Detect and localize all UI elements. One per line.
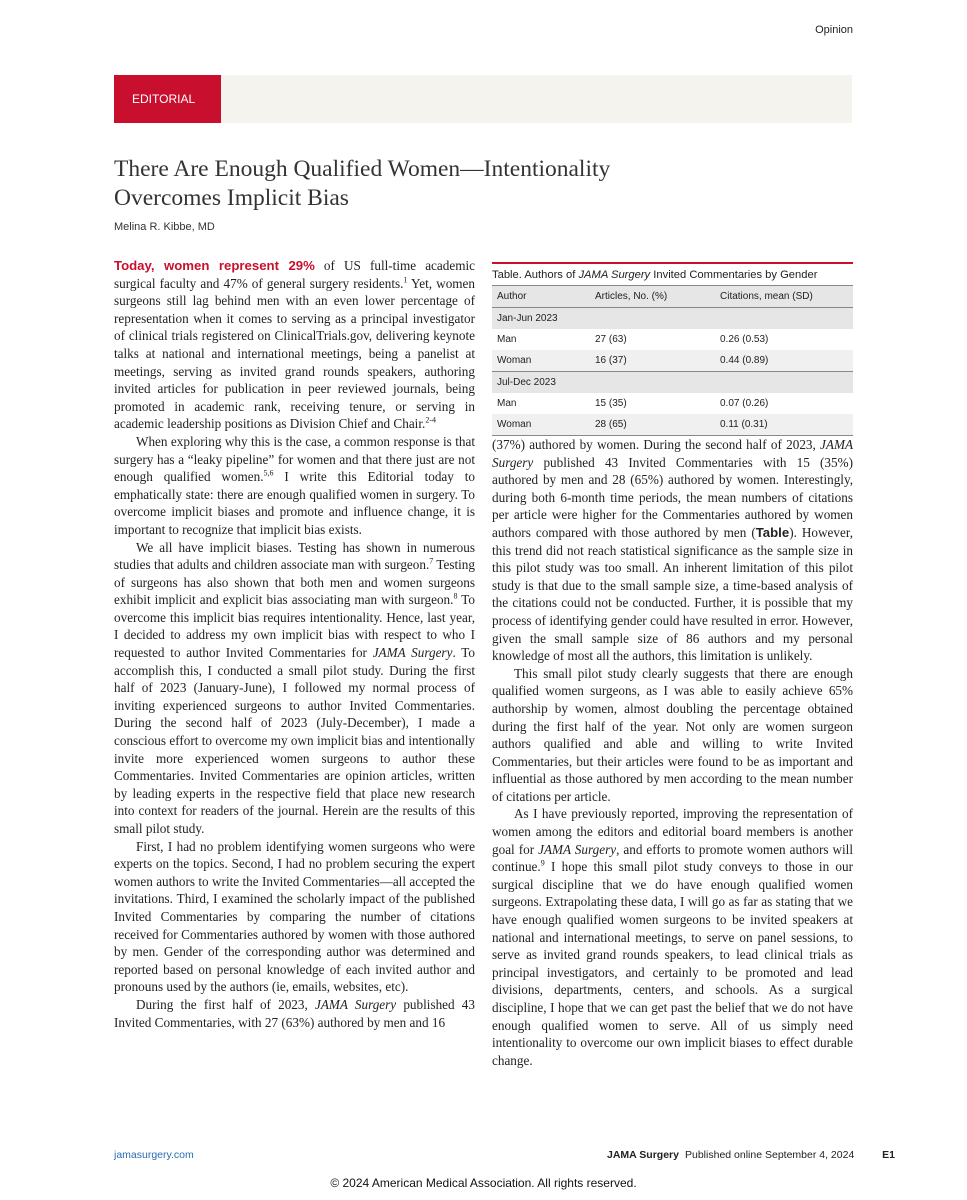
column-header: Author (492, 286, 590, 308)
body-column-right (492, 436, 853, 1069)
paragraph-7: As I have previously reported, improving the representation of women among the editors and editorial board members is another goal for JAMA Surgery, and efforts to promote women authors will continue.$^9$ I hope this small pilot study conveys to those in our surgical discipline that we do have enough qualified women surgeons. Extrapolating these data, I will go as far as stating that we have enough qualified women surgeons to be invited speakers at national and international meetings, to serve on panel sessions, to serve as invited grand rounds speakers, to lead clinical trials as principal investigators, and certainly to be promoted and lead divisions, departments, centers, and schools. As a surgical discipline, I hope that we can get past the belief that we do not have enough qualified women to serve. All of us simply need intentionality to overcome our own implicit biases to effect durable change. (492, 806, 853, 1068)
table-title: Table. Authors of JAMA Surgery Invited Commentaries by Gender (492, 269, 818, 281)
category-banner (114, 75, 852, 123)
table-row: Man 27 (63) 0.26 (0.53) (497, 334, 769, 345)
article-title: There Are Enough Qualified Women—Intentionality Overcomes Implicit Bias (114, 156, 611, 211)
paragraph-5: During the first half of 2023, JAMA Surgery published 43 Invited Commentaries, with 27 (63%) authored by men and 16 (114, 996, 475, 1030)
table-reference-link[interactable]: Table (755, 524, 790, 540)
journal-name: JAMA Surgery (492, 437, 853, 470)
table-grid (492, 285, 853, 436)
citation[interactable]: 2-4 (425, 415, 436, 425)
article-author: Melina R. Kibbe, MD (114, 221, 215, 233)
section-label: Opinion (815, 24, 853, 36)
category-tag: EDITORIAL (114, 75, 221, 123)
table-header-row (492, 286, 853, 308)
journal-name: JAMA Surgery (372, 645, 453, 661)
table-row: Woman 28 (65) 0.11 (0.31) (492, 414, 853, 436)
table-group-row: Jul-Dec 2023 (492, 372, 853, 394)
data-table (492, 262, 853, 436)
paragraph-5-continued: (37%) authored by women. During the second half of 2023, JAMA Surgery published 43 Invited Commentaries with 15 (35%) authored by men and 28 (65%) authored by women. Interestingly, during both 6-month time periods, the mean numbers of citations per article were higher for the Commentaries authored by women authors compared with those authored by men (Table). However, this trend did not reach statistical significance as the sample size in this pilot study was too small. An inherent limitation of this pilot study is that due to the small sample size, a time-based analysis of the citations could not be conducted. Further, it is possible that my process of identifying gender could have resulted in error. However, given the small sample size of 86 authors and my personal knowledge of most all the authors, this limitation is unlikely. (492, 437, 854, 664)
table-row: Man 15 (35) 0.07 (0.26) (497, 398, 769, 409)
journal-name: JAMA Surgery (538, 841, 617, 857)
journal-name: JAMA Surgery (314, 996, 397, 1012)
copyright-notice: © 2024 American Medical Association. All rights reserved. (330, 1176, 637, 1190)
citation[interactable]: 7 (429, 556, 434, 566)
body-column-left (114, 257, 475, 1031)
citation[interactable]: 9 (540, 858, 545, 868)
table-row: Woman 16 (37) 0.44 (0.89) (492, 350, 853, 372)
citation[interactable]: 1 (403, 275, 408, 285)
paragraph-3: We all have implicit biases. Testing has shown in numerous studies that adults and children associate man with surgeon.$^7$ Testing of surgeons has also shown that both men and women surgeons exhibit implicit and explicit bias associating man with surgeon.$^8$ To overcome this implicit bias requires intentionality. Hence, last year, I decided to address my own implicit bias with respect to who I requested to author Invited Commentaries for JAMA Surgery. To accomplish this, I conducted a small pilot study. During the first half of 2023 (January-June), I followed my normal process of inviting experienced surgeons to author Invited Commentaries. During the second half of 2023 (July-December), I made a conscious effort to overcome my own implicit bias and intentionally invite more experienced women surgeons to author these Commentaries. Invited Commentaries are opinion articles, written by leading experts in the respective field that place new research into context for readers of the journal. Herein are the results of this small pilot study. (114, 539, 475, 836)
citation[interactable]: 8 (453, 591, 458, 601)
website-link[interactable]: jamasurgery.com (114, 1149, 194, 1161)
paragraph-6: This small pilot study clearly suggests that there are enough qualified women surgeons, as I was able to easily achieve 65% authorship by women, almost doubling the percentage obtained during the first half of the year. Not only are women surgeon authors qualified and able and willing to write Invited Commentaries, but their articles were found to be as important and influential as those authored by men according to the mean number of citations per article. (492, 665, 853, 804)
paragraph-4: First, I had no problem identifying women surgeons who were experts on the topics. Second, I had no problem securing the expert women authors to write the Invited Commentaries—all accepted the invitations. Third, I examined the scholarly impact of the published Invited Commentaries by comparing the number of citations received for Commentaries authored by women with those authored by men. Gender of the corresponding author was determined and reported based on personal knowledge of each invited author and pronouns used by the authors (ie, emails, websites, etc). (114, 838, 475, 995)
footer-journal: JAMA Surgery (607, 1149, 679, 1161)
column-header: Articles, No. (%) (590, 286, 715, 308)
publication-date: Published online September 4, 2024 (685, 1149, 855, 1161)
citation[interactable]: 5,6 (263, 468, 274, 478)
page-number: E1 (882, 1149, 895, 1161)
paragraph-2: When exploring why this is the case, a common response is that surgery has a “leaky pipeline” for women and that there just are not enough qualified women.$^{5,6}$ I write this Editorial today to emphatically state: there are enough qualified women in surgery. To overcome implicit biases and promote and influence change, it is important to recognize that implicit bias exists. (114, 433, 475, 537)
table-group-row: Jan-Jun 2023 (492, 308, 853, 330)
lead-in: Today, women represent 29% (114, 258, 315, 273)
paragraph-1: Today, women represent 29% of US full-time academic surgical faculty and 47% of general surgery residents.$^1$ Yet, women surgeons still lag behind men with an even lower percentage of representation when it comes to serving as a principal investigator of clinical trials registered on ClinicalTrials.gov, delivering keynote talks at national and international meetings, being a panelist at meetings, serving as invited grand rounds speakers, authoring invited articles for publication in peer reviewed journals, being promoted in academic rank, receiving tenure, or serving in academic leadership positions as Division Chief and Chair.$^{2-4}$ (114, 258, 475, 432)
column-header: Citations, mean (SD) (715, 286, 853, 308)
